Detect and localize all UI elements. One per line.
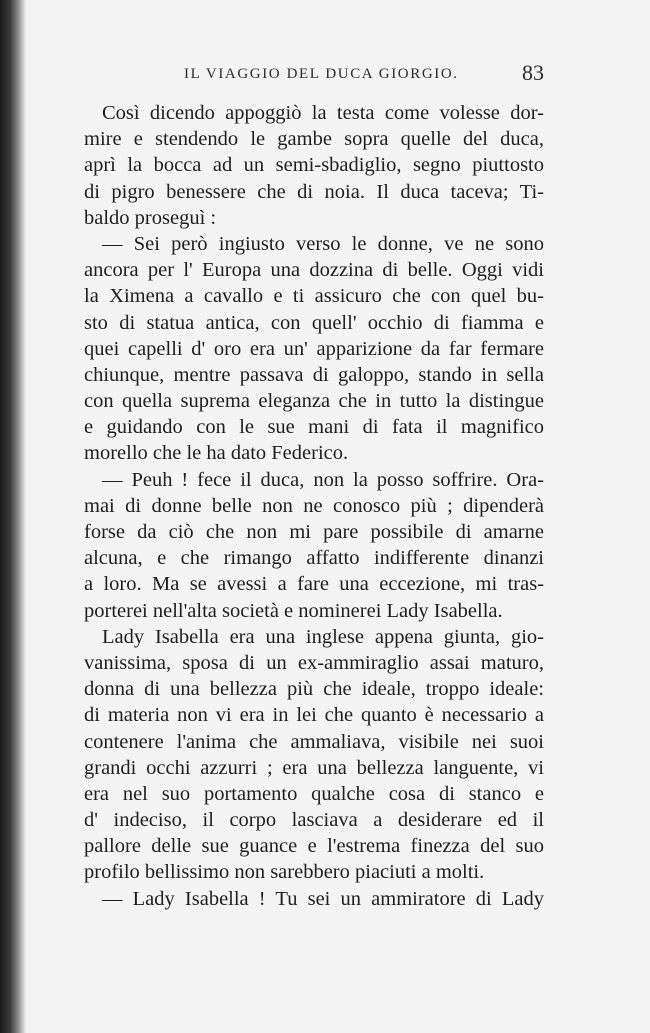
text-line: di pigro benessere che di noia. Il duca taceva; Ti- <box>84 180 544 203</box>
text-line: e guidando con le sue mani di fata il magnifico <box>84 416 544 439</box>
text-line: di materia non vi era in lei che quanto è necessario a <box>84 704 544 727</box>
text-line: chiunque, mentre passava di galoppo, stando in sella <box>84 363 544 386</box>
page-header <box>84 60 544 92</box>
text-line: Così dicendo appoggiò la testa come volesse dor- <box>102 102 544 124</box>
text-line: profilo bellissimo non sarebbero piaciuti a molti. <box>84 861 485 884</box>
text-line: aprì la bocca ad un semi-sbadiglio, segno piuttosto <box>84 154 544 177</box>
text-line: — Peuh ! fece il duca, non la posso soffrire. Ora- <box>102 468 544 491</box>
text-line: donna di una bellezza più che ideale, troppo ideale: <box>84 678 544 701</box>
text-line: d' indeciso, il corpo lasciava a desiderare ed il <box>84 809 544 832</box>
text-line: Lady Isabella era una inglese appena giunta, gio- <box>102 625 544 648</box>
text-line: con quella suprema eleganza che in tutto la distingue <box>84 390 544 413</box>
text-line: — Lady Isabella ! Tu sei un ammiratore di Lady <box>102 887 544 910</box>
text-line: baldo proseguì : <box>84 206 217 229</box>
text-line: mire e stendendo le gambe sopra quelle del duca, <box>84 128 544 151</box>
text-line: pallore delle sue guance e l'estrema finezza del suo <box>84 835 544 858</box>
text-line: era nel suo portamento qualche cosa di stanco e <box>84 782 544 805</box>
text-line: — Sei però ingiusto verso le donne, ve ne sono <box>102 232 544 255</box>
text-line: contenere l'anima che ammaliava, visibile nei suoi <box>84 730 544 753</box>
book-spine-shadow <box>0 0 26 1033</box>
text-line: a loro. Ma se avessi a fare una eccezione, mi tras- <box>84 573 544 596</box>
running-title: IL VIAGGIO DEL DUCA GIORGIO. <box>184 66 459 82</box>
page-number: 83 <box>522 60 544 85</box>
text-line: la Ximena a cavallo e ti assicuro che con quel bu- <box>84 285 544 308</box>
text-line: vanissima, sposa di un ex-ammiraglio assai maturo, <box>84 651 544 674</box>
text-line: grandi occhi azzurri ; era una bellezza languente, vi <box>84 756 544 779</box>
text-line: mai di donne belle non ne conosco più ; dipenderà <box>84 494 544 517</box>
text-line: porterei nell'alta società e nominerei Lady Isabella. <box>84 599 503 622</box>
text-line: ancora per l' Europa una dozzina di belle. Oggi vidi <box>84 259 544 282</box>
text-line: morello che le ha dato Federico. <box>84 442 349 465</box>
text-line: sto di statua antica, con quell' occhio di fiamma e <box>84 311 544 334</box>
text-line: alcuna, e che rimango affatto indifferente dinanzi <box>84 547 544 570</box>
body-text <box>84 100 544 912</box>
text-line: forse da ciò che non mi pare possibile di amarne <box>84 521 544 543</box>
text-line: quei capelli d' oro era un' apparizione da far fermare <box>84 337 544 360</box>
